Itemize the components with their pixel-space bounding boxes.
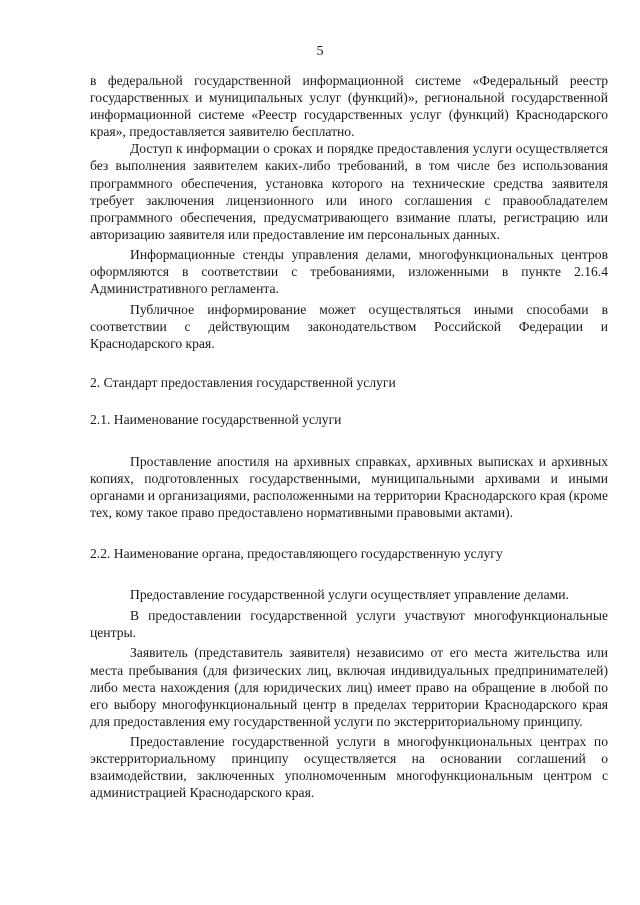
paragraph: Публичное информирование может осуществляться иными способами в соответствии с действующим законодательством Российской Федерации и Краснодарского края. xyxy=(90,302,608,352)
document-body xyxy=(90,72,608,801)
subsection-heading: 2.2. Наименование органа, предоставляющего государственную услугу xyxy=(90,546,503,562)
subsection-heading: 2.1. Наименование государственной услуги xyxy=(90,411,342,427)
page-number: 5 xyxy=(316,44,324,59)
paragraph: В предоставлении государственной услуги участвуют многофункциональные центры. xyxy=(90,608,608,641)
paragraph: Информационные стенды управления делами, многофункциональных центров оформляются в соответствии с требованиями, изложенными в пункте 2.16.4 Административного регламента. xyxy=(90,246,608,297)
paragraph: Заявитель (представитель заявителя) независимо от его места жительства или места пребывания (для физических лиц, включая индивидуальных предпринимателей) либо места нахождения (для юридических лиц) имеет право на обращение в любой по его выбору многофункциональный центр в пределах территории Краснодарского края для предоставления ему государственной услуги по экстерриториальному принципу. xyxy=(90,645,608,729)
paragraph: Предоставление государственной услуги в многофункциональных центрах по экстерриториальному принципу осуществляется на основании соглашений о взаимодействии, заключенных уполномоченным многофункциональным центром с администрацией Краснодарского края. xyxy=(90,733,608,801)
paragraph: Проставление апостиля на архивных справках, архивных выписках и архивных копиях, подготовленных государственными, муниципальными архивами и иными органами и организациями, расположенными на территории Краснодарского края (кроме тех, кому такое право предоставлено нормативными правовыми актами). xyxy=(90,453,608,520)
paragraph: Доступ к информации о сроках и порядке предоставления услуги осуществляется без выполнения заявителем каких-либо требований, в том числе без использования программного обеспечения, установка которого на технические средства заявителя требует заключения лицензионного или иного соглашения с правообладателем программного обеспечения, предусматривающего взимание платы, регистрацию или авторизацию заявителя или предоставление им персональных данных. xyxy=(90,141,608,242)
paragraph: Предоставление государственной услуги осуществляет управление делами. xyxy=(130,587,569,603)
paragraph: в федеральной государственной информационной системе «Федеральный реестр государственных и муниципальных услуг (функций)», региональной государственной информационной системе «Реестр государственных услуг (функций) Краснодарского края», предоставляется заявителю бесплатно. xyxy=(90,73,608,140)
section-heading: 2. Стандарт предоставления государственной услуги xyxy=(90,374,396,390)
